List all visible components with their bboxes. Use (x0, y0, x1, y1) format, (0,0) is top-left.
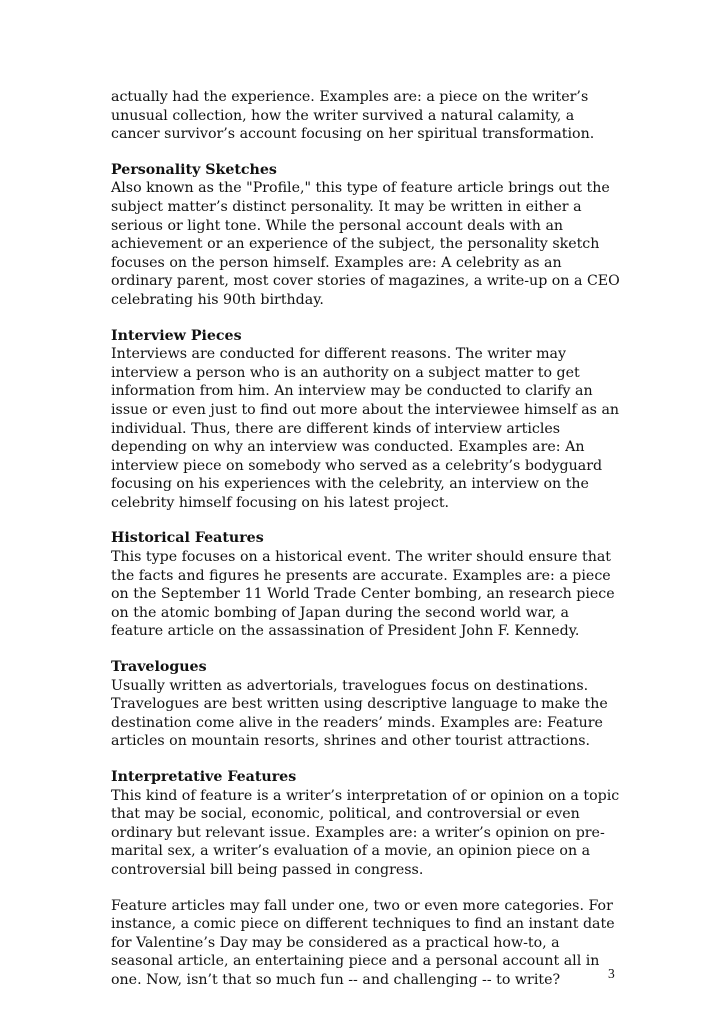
section-heading: Travelogues (111, 659, 207, 676)
section-line: serious or light tone. While the personal account deals with an (111, 217, 564, 234)
section-line: subject matter’s distinct personality. It may be written in either a (111, 198, 582, 215)
page-number: 3 (608, 966, 615, 981)
section-line: interview a person who is an authority on a subject matter to get (111, 364, 580, 381)
section-heading: Interpretative Features (111, 769, 297, 785)
intro-line: unusual collection, how the writer survived a natural calamity, a (111, 107, 575, 124)
closing-line: for Valentine’s Day may be considered as a practical how-to, a (111, 934, 560, 951)
section-line: celebrating his 90th birthday. (111, 291, 324, 308)
section-line: issue or even just to find out more about the interviewee himself as an (111, 401, 620, 418)
section-line: articles on mountain resorts, shrines and other tourist attractions. (111, 733, 591, 750)
section-line: This type focuses on a historical event. The writer should ensure that (111, 549, 611, 566)
section-line: on the September 11 World Trade Center bombing, an research piece (111, 586, 615, 603)
section-line: the facts and figures he presents are accurate. Examples are: a piece (111, 567, 611, 584)
paragraph-spacer (111, 641, 629, 658)
section-interview-pieces (111, 327, 629, 513)
closing-line: one. Now, isn’t that so much fun -- and challenging -- to write? (111, 971, 561, 988)
section-historical-features (111, 529, 629, 641)
section-interpretative-features (111, 768, 629, 880)
section-line: This kind of feature is a writer’s interpretation of or opinion on a topic (111, 787, 620, 804)
section-line: focusing on his experiences with the celebrity, an interview on the (111, 476, 589, 493)
page-body (111, 88, 629, 990)
section-line: Travelogues are best written using descriptive language to make the (111, 696, 608, 713)
section-line: Also known as the "Profile," this type of feature article brings out the (111, 180, 610, 197)
section-line: achievement or an experience of the subject, the personality sketch (111, 236, 600, 253)
section-line: on the atomic bombing of Japan during the second world war, a (111, 604, 569, 621)
section-heading: Interview Pieces (111, 327, 242, 344)
section-line: destination come alive in the readers’ minds. Examples are: Feature (111, 714, 603, 731)
paragraph-spacer (111, 310, 629, 327)
paragraph-spacer (111, 144, 629, 161)
closing-paragraph (111, 897, 629, 990)
paragraph-spacer (111, 512, 629, 529)
section-heading: Personality Sketches (111, 161, 277, 178)
section-line: celebrity himself focusing on his latest project. (111, 494, 450, 511)
closing-line: seasonal article, an entertaining piece and a personal account all in (111, 953, 600, 970)
section-line: information from him. An interview may be conducted to clarify an (111, 383, 593, 400)
section-line: marital sex, a writer’s evaluation of a movie, an opinion piece on a (111, 843, 591, 860)
section-line: individual. Thus, there are different kinds of interview articles (111, 420, 561, 437)
section-line: interview piece on somebody who served as a celebrity’s bodyguard (111, 457, 603, 474)
section-line: Interviews are conducted for different reasons. The writer may (111, 346, 567, 363)
section-line: that may be social, economic, political, and controversial or even (111, 806, 580, 823)
section-travelogues (111, 658, 629, 751)
section-heading: Historical Features (111, 530, 264, 547)
section-line: feature article on the assassination of President John F. Kennedy. (111, 623, 580, 640)
intro-paragraph (111, 88, 629, 144)
section-line: focuses on the person himself. Examples are: A celebrity as an (111, 254, 562, 271)
section-line: Usually written as advertorials, travelogues focus on destinations. (111, 677, 589, 694)
section-personality-sketches (111, 161, 629, 310)
intro-line: actually had the experience. Examples are: a piece on the writer’s (111, 89, 589, 105)
closing-line: Feature articles may fall under one, two or even more categories. For (111, 897, 613, 914)
paragraph-spacer (111, 751, 629, 768)
section-line: depending on why an interview was conducted. Examples are: An (111, 439, 585, 456)
closing-line: instance, a comic piece on different techniques to find an instant date (111, 916, 615, 933)
paragraph-spacer (111, 880, 629, 897)
intro-line: cancer survivor’s account focusing on her spiritual transformation. (111, 126, 595, 143)
section-line: ordinary parent, most cover stories of magazines, a write-up on a CEO (111, 273, 620, 290)
section-line: controversial bill being passed in congress. (111, 861, 424, 878)
section-line: ordinary but relevant issue. Examples are: a writer’s opinion on pre- (111, 824, 605, 841)
